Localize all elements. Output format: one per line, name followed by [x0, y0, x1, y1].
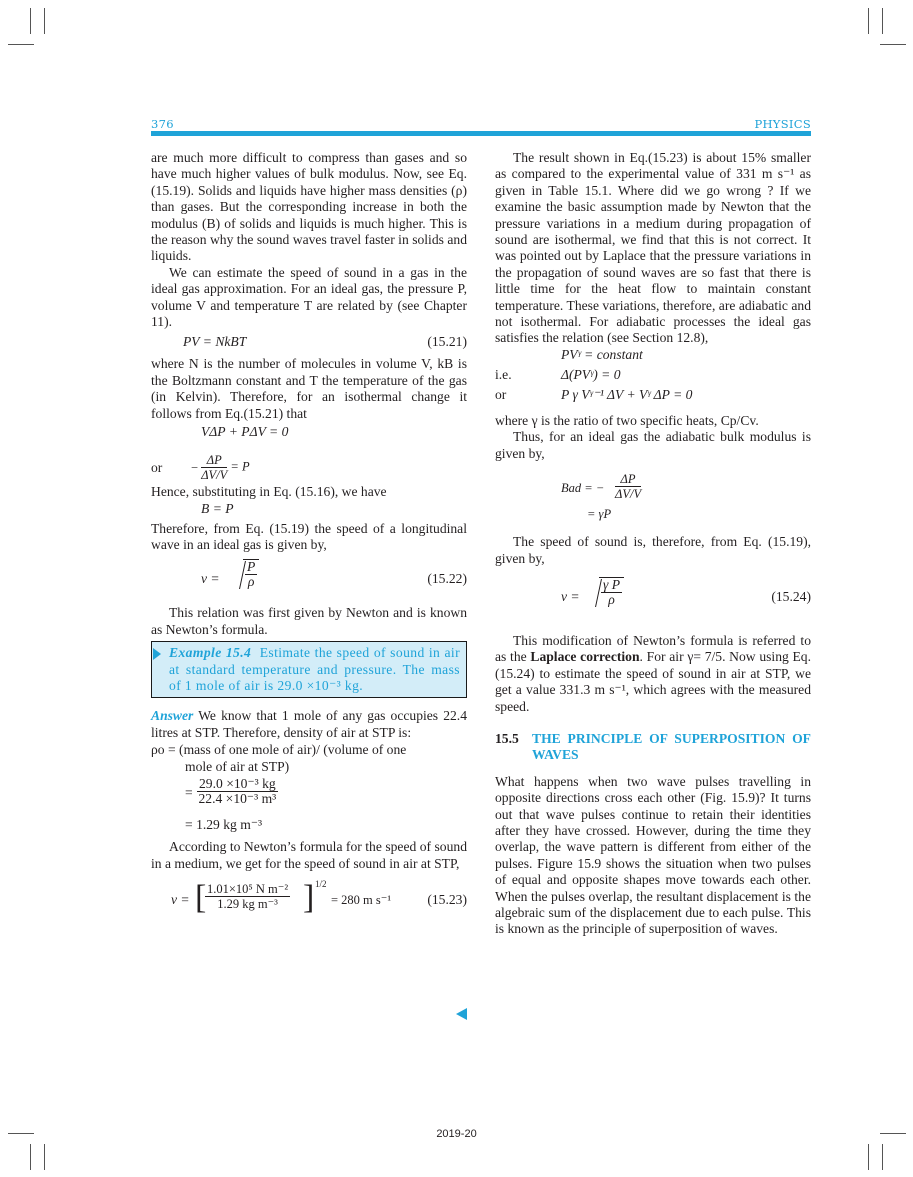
equation: VΔP + PΔV = 0	[201, 424, 289, 440]
equation-block: PVᵞ = constant i.e. Δ(PVᵞ) = 0 or P γ Vᵞ⁻¹ ΔV + Vᵞ ΔP = 0	[495, 346, 693, 402]
example-box	[151, 641, 467, 698]
paragraph: This modification of Newton’s formula is referred to as the Laplace correction. For air γ= 7/5. Now using Eq. (15.24) to estimate the speed of sound in air at STP, we get a value 331.3 m s⁻¹, which agrees with the measured speed.	[495, 632, 812, 714]
density-line: ρo = (mass of one mole of air)/ (volume of one	[151, 742, 407, 758]
equation: B = P	[201, 500, 234, 516]
crop-mark	[868, 8, 869, 34]
answer-label: Answer	[151, 708, 194, 724]
paragraph: are much more difficult to compress than gases and so have much higher values of bulk modulus. Now, see Eq. (15.19). Solids and liquids have higher mass densities (ρ) than gases. But the corresponding increase in both the modulus (B) of solids and liquids is much higher. This is the reason why the sound waves travel faster in solids and liquids.	[151, 150, 467, 264]
density-fraction: = $\frac{\text{29.0 ×10⁻³ kg}}{\text{22.4 ×10⁻³ m³}}$	[185, 775, 277, 806]
right-column	[495, 150, 811, 938]
section-title: THE PRINCIPLE OF SUPERPOSITION OF WAVES	[532, 730, 811, 763]
page-number: 376	[151, 117, 174, 131]
section-heading	[495, 731, 811, 764]
section-number: 15.5	[495, 730, 519, 746]
left-column: are much more difficult to compress than gases and so have much higher values of bulk modulus. Now, see Eq. (15.19). Solids and liquids have higher mass densities (ρ) than gases. But the corresponding increase in both the modulus (B) of solids and liquids is much higher. This is the reason why the sound waves travel faster in solids and liquids. We can estimate the speed of sound in a gas in the ideal gas approximation. For an ideal gas, the pressure P, volume V and temperature T are related by (see Chapter 11). PV = NkBT (15.21) where N is the number of molecules in volume V, kB is the Boltzmann constant and T the temperature of the gas (in Kelvin). Therefore, for an isothermal change it follows from Eq.(15.21) that VΔP + PΔV = 0 or − $\frac{\Delta P}{\Delta V/V}$ = P Hence, substituting in Eq. (15.16), we have B = P Therefore, from Eq. (15.19) the speed of a longitudinal wave in an ideal gas is given by, v = $\frac{P}{\rho}$ (15.22) This relation was first given by Newton and is known as Newton’s formula. Example 15.4 Estimate the speed of sound in air at standard temperature and pressure. The mass of 1 mole of air is 29.0 ×10⁻³ kg. Answer We know that 1 mole of any gas occupies 22.4 litres at STP. Therefore, density of air at STP is: ρo = (mass of one mole of air)/ (volume of one mole of air at STP) = $\frac{\text{29.0 ×10⁻³ kg}}{\text{22.4 ×10⁻³ m³}}$ = 1.29 kg m⁻³ According to Newton’s formula for the speed of sound in a medium, we get for the speed of sound in air at STP, v = [ $\frac{\text{1.01×10⁵ N m⁻²}}{\text{1.29 kg m⁻³}}$ ] 1/2 = 280 m s⁻¹ (15.23)	[151, 150, 467, 924]
equation-15-23: v = [ $\frac{\text{1.01×10⁵ N m⁻²}}{\text{1.29 kg m⁻³}}$ ] 1/2 = 280 m s⁻¹ (15.23)	[171, 879, 467, 917]
crop-mark	[882, 1144, 883, 1170]
running-title: PHYSICS	[754, 117, 811, 131]
paragraph: Hence, substituting in Eq. (15.16), we have	[151, 484, 387, 500]
crop-mark	[868, 1144, 869, 1170]
example-text: Estimate the speed of sound in air at standard temperature and pressure. The mass of 1 mole of air is 29.0 ×10⁻³ kg.	[169, 645, 460, 693]
equation-15-22: v = $\frac{P}{\rho}$ (15.22)	[201, 559, 467, 590]
paragraph: The speed of sound is, therefore, from Eq. (15.19), given by,	[495, 534, 811, 566]
equation-ratio: or − $\frac{\Delta P}{\Delta V/V}$ = P	[151, 453, 250, 483]
crop-mark	[30, 1144, 31, 1170]
crop-mark	[8, 44, 34, 45]
crop-mark	[30, 8, 31, 34]
footer-year: 2019-20	[436, 1128, 477, 1140]
density-result: = 1.29 kg m⁻³	[185, 816, 263, 832]
header-rule	[151, 131, 811, 136]
crop-mark	[882, 8, 883, 34]
answer: Answer We know that 1 mole of any gas occupies 22.4 litres at STP. Therefore, density of air at STP is:	[151, 708, 467, 740]
paragraph: What happens when two wave pulses travelling in opposite directions cross each other (Fig. 15.9)? It turns out that wave pulses continue to retain their identities after they have crossed. However, during the time they overlap, the wave pattern is different from either of the pulses. Figure 15.9 shows the situation when two pulses of equal and opposite shapes move towards each other. When the pulses overlap, the resultant displacement is the algebraic sum of the displacement due to each pulse. This is known as the principle of superposition of waves.	[495, 773, 811, 937]
bulk-modulus-equation: Bad = − $\frac{\Delta P}{\Delta V/V}$ = γP	[561, 472, 642, 522]
paragraph: We can estimate the speed of sound in a gas in the ideal gas approximation. For an ideal gas, the pressure P, volume V and temperature T are related by (see Chapter 11).	[151, 264, 467, 330]
crop-mark	[44, 1144, 45, 1170]
equation-15-21	[151, 334, 467, 356]
paragraph: The result shown in Eq.(15.23) is about 15% smaller as compared to the experimental value of 331 m s⁻¹ as given in Table 15.1. Where did we go wrong ? If we examine the basic assumption made by Newton that the pressure variations in a medium during propagation of sound are isothermal, we find that this is not correct. It was pointed out by Laplace that the pressure variations in the propagation of sound waves are so fast that there is little time for the heat flow to maintain constant temperature. These variations, therefore, are adiabatic and not isothermal. For adiabatic processes the ideal gas satisfies the relation (see Section 12.8),	[495, 150, 811, 346]
paragraph: where γ is the ratio of two specific heats, Cp/Cv.	[495, 412, 759, 428]
back-arrow-icon[interactable]	[456, 1008, 467, 1020]
example-label: Example 15.4	[169, 645, 252, 661]
equation: PV = NkBT	[183, 334, 247, 350]
paragraph: Therefore, from Eq. (15.19) the speed of a longitudinal wave in an ideal gas is given by,	[151, 520, 467, 552]
crop-mark	[44, 8, 45, 34]
crop-mark	[880, 44, 906, 45]
equation-number: (15.21)	[427, 334, 467, 350]
equation-15-24: v = $\frac{\text{γ P}}{\rho}$ (15.24)	[561, 576, 811, 607]
paragraph: This relation was first given by Newton and is known as Newton’s formula.	[151, 605, 467, 637]
paragraph: where N is the number of molecules in volume V, kB is the Boltzmann constant and T the temperature of the gas (in Kelvin). Therefore, for an isothermal change it follows from Eq.(15.21) that	[151, 356, 467, 421]
paragraph: According to Newton’s formula for the speed of sound in a medium, we get for the speed of sound in air at STP,	[151, 839, 467, 871]
paragraph: Thus, for an ideal gas the adiabatic bulk modulus is given by,	[495, 429, 811, 461]
example-marker-icon	[153, 648, 161, 660]
